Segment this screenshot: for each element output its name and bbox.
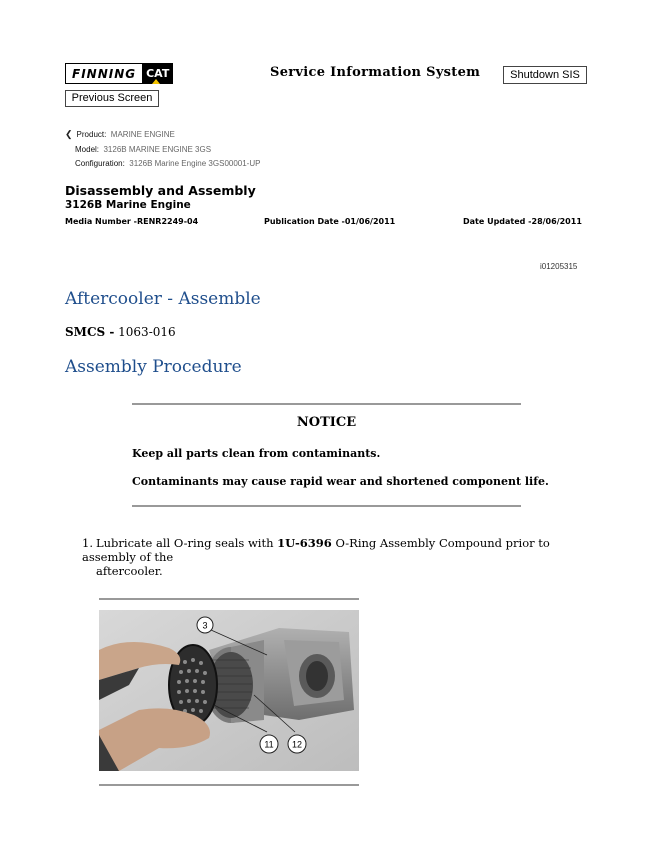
- finning-logo-text: FINNING: [65, 63, 142, 84]
- notice-bottom-divider: [132, 505, 521, 507]
- aftercooler-photo: [99, 610, 359, 771]
- document-id: i01205315: [540, 262, 578, 271]
- notice-line-2: Contaminants may cause rapid wear and shortened component life.: [132, 475, 549, 488]
- callout-12: 12: [291, 739, 303, 750]
- configuration-value: 3126B Marine Engine 3GS00001-UP: [129, 159, 261, 168]
- model-label: Model:: [75, 144, 100, 154]
- aftercooler-photo-illustration: [99, 610, 359, 771]
- cat-logo-text: CAT: [146, 67, 170, 80]
- section-heading-aftercooler: Aftercooler - Assemble: [65, 289, 261, 309]
- publication-date: Publication Date -01/06/2011: [264, 217, 396, 226]
- procedure-step: [82, 536, 602, 578]
- smcs-value: 1063-016: [118, 325, 176, 339]
- step-text-after: O-Ring Assembly Compound prior to assembly of the: [82, 536, 550, 564]
- step-part-number: 1U-6396: [277, 536, 332, 550]
- breadcrumb-configuration: [65, 157, 260, 172]
- product-value: MARINE ENGINE: [110, 130, 175, 139]
- finning-cat-logo: [65, 63, 173, 84]
- cat-logo: [142, 63, 173, 84]
- step-text-continued: aftercooler.: [96, 564, 163, 578]
- breadcrumb-model: [65, 143, 260, 158]
- document-subtitle: 3126B Marine Engine: [65, 199, 191, 211]
- media-number: Media Number -RENR2249-04: [65, 217, 199, 226]
- callout-11: 11: [264, 739, 274, 750]
- notice-title: NOTICE: [296, 415, 357, 430]
- notice-line-1: Keep all parts clean from contaminants.: [132, 447, 381, 460]
- breadcrumb-product[interactable]: [65, 127, 260, 143]
- step-number: 1.: [82, 536, 93, 550]
- chevron-left-icon[interactable]: ❮: [65, 129, 73, 139]
- page-title: Service Information System: [270, 65, 481, 80]
- model-value: 3126B MARINE ENGINE 3GS: [103, 144, 212, 154]
- date-updated: Date Updated -28/06/2011: [463, 217, 582, 226]
- section-heading-assembly-procedure: Assembly Procedure: [65, 357, 242, 377]
- callout-3: 3: [202, 620, 208, 631]
- previous-screen-button[interactable]: Previous Screen: [65, 90, 159, 107]
- product-label: Product:: [76, 130, 107, 139]
- step-text-before: Lubricate all O-ring seals with: [96, 536, 274, 550]
- figure-bottom-divider: [99, 784, 359, 786]
- notice-top-divider: [132, 403, 521, 405]
- shutdown-sis-button[interactable]: Shutdown SIS: [503, 66, 587, 84]
- document-title: Disassembly and Assembly: [65, 183, 256, 198]
- configuration-label: Configuration:: [75, 159, 125, 168]
- figure-top-divider: [99, 598, 359, 600]
- breadcrumb: [65, 127, 260, 172]
- cat-logo-triangle-icon: [152, 79, 160, 84]
- smcs-label: SMCS -: [65, 325, 115, 339]
- smcs-code: [65, 325, 176, 339]
